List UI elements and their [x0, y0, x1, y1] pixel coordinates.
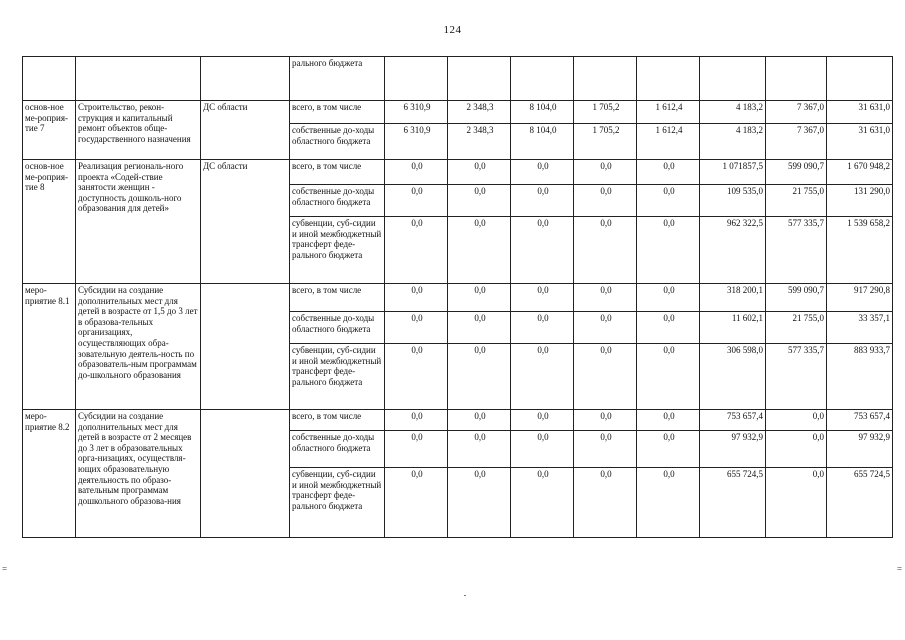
cell-code: меро-приятие 8.2	[23, 410, 76, 538]
cell-value: 1 612,4	[637, 101, 700, 124]
cell-value: 0,0	[637, 284, 700, 312]
cell-value: 0,0	[448, 468, 511, 538]
cell-funding-source: собственные до-ходы областного бюджета	[290, 124, 385, 160]
cell-code	[23, 57, 76, 101]
cell-name	[76, 57, 201, 101]
cell-value: 0,0	[574, 312, 637, 344]
cell-value: 33 357,1	[827, 312, 893, 344]
cell-value: 8 104,0	[511, 124, 574, 160]
cell-value: 0,0	[385, 160, 448, 185]
cell-value: 11 602,1	[700, 312, 766, 344]
cell-executor	[201, 57, 290, 101]
cell-value: 4 183,2	[700, 101, 766, 124]
cell-value: 31 631,0	[827, 124, 893, 160]
cell-value: 97 932,9	[827, 431, 893, 468]
cell-value: 21 755,0	[766, 312, 827, 344]
scan-edge-mark-left: =	[2, 564, 8, 574]
cell-value: 0,0	[511, 312, 574, 344]
page-number: 124	[443, 24, 462, 36]
cell-value: 0,0	[511, 410, 574, 431]
cell-value: 0,0	[385, 217, 448, 284]
cell-value: 306 598,0	[700, 344, 766, 410]
cell-funding-source: собственные до-ходы областного бюджета	[290, 431, 385, 468]
table-row	[23, 410, 893, 431]
cell-value: 0,0	[574, 217, 637, 284]
cell-value: 599 090,7	[766, 284, 827, 312]
cell-funding-source: собственные до-ходы областного бюджета	[290, 185, 385, 217]
cell-funding-source: рального бюджета	[290, 57, 385, 101]
cell-value: 655 724,5	[700, 468, 766, 538]
table-row	[23, 284, 893, 312]
cell-value: 0,0	[511, 468, 574, 538]
cell-value	[385, 57, 448, 101]
cell-value: 0,0	[511, 284, 574, 312]
cell-value: 0,0	[448, 284, 511, 312]
cell-value: 1 670 948,2	[827, 160, 893, 185]
cell-code: основ-ное ме-роприя-тие 7	[23, 101, 76, 160]
cell-value: 0,0	[385, 410, 448, 431]
cell-value	[700, 57, 766, 101]
cell-value: 0,0	[448, 431, 511, 468]
cell-value: 7 367,0	[766, 101, 827, 124]
cell-code: основ-ное ме-роприя-тие 8	[23, 160, 76, 284]
cell-funding-source: собственные до-ходы областного бюджета	[290, 312, 385, 344]
cell-executor	[201, 284, 290, 410]
cell-code: меро-приятие 8.1	[23, 284, 76, 410]
cell-value: 0,0	[448, 160, 511, 185]
cell-value: 8 104,0	[511, 101, 574, 124]
cell-value: 962 322,5	[700, 217, 766, 284]
cell-value	[827, 57, 893, 101]
cell-value: 577 335,7	[766, 217, 827, 284]
cell-value: 0,0	[448, 312, 511, 344]
cell-value: 0,0	[511, 217, 574, 284]
cell-value	[511, 57, 574, 101]
cell-value: 0,0	[385, 344, 448, 410]
cell-value: 0,0	[637, 410, 700, 431]
cell-value: 2 348,3	[448, 124, 511, 160]
cell-value: 0,0	[766, 410, 827, 431]
cell-value: 1 705,2	[574, 101, 637, 124]
cell-value: 0,0	[574, 284, 637, 312]
cell-funding-source: всего, в том числе	[290, 101, 385, 124]
budget-table	[22, 56, 893, 538]
cell-funding-source: всего, в том числе	[290, 410, 385, 431]
cell-name: Субсидии на создание дополнительных мест для детей в возрасте от 1,5 до 3 лет в образова-тельных организациях, осуществляющих обра-зовательную деятель-ность по образователь-ным программам до-школьного образования	[76, 284, 201, 410]
cell-value: 2 348,3	[448, 101, 511, 124]
cell-value: 0,0	[385, 185, 448, 217]
table-row	[23, 101, 893, 124]
cell-funding-source: всего, в том числе	[290, 160, 385, 185]
cell-value: 0,0	[385, 468, 448, 538]
cell-value: 6 310,9	[385, 124, 448, 160]
cell-value: 131 290,0	[827, 185, 893, 217]
cell-value: 917 290,8	[827, 284, 893, 312]
cell-name: Строительство, рекон-струкция и капитальный ремонт объектов обще-государственного назначения	[76, 101, 201, 160]
cell-value: 0,0	[448, 217, 511, 284]
cell-value: 0,0	[574, 468, 637, 538]
cell-value	[637, 57, 700, 101]
cell-value: 0,0	[511, 160, 574, 185]
cell-value: 6 310,9	[385, 101, 448, 124]
cell-executor: ДС области	[201, 101, 290, 160]
table-row-continuation	[23, 57, 893, 101]
cell-value: 0,0	[448, 410, 511, 431]
cell-funding-source: субвенции, суб-сидии и иной межбюджетный трансферт феде-рального бюджета	[290, 344, 385, 410]
cell-executor: ДС области	[201, 160, 290, 284]
cell-value: 0,0	[574, 344, 637, 410]
cell-value: 1 705,2	[574, 124, 637, 160]
cell-value: 1 612,4	[637, 124, 700, 160]
cell-executor	[201, 410, 290, 538]
cell-value: 109 535,0	[700, 185, 766, 217]
cell-value: 0,0	[448, 344, 511, 410]
cell-value: 0,0	[766, 431, 827, 468]
cell-value: 0,0	[637, 217, 700, 284]
cell-value: 97 932,9	[700, 431, 766, 468]
cell-value: 0,0	[385, 431, 448, 468]
cell-value: 0,0	[385, 284, 448, 312]
cell-value: 31 631,0	[827, 101, 893, 124]
cell-value: 1 539 658,2	[827, 217, 893, 284]
cell-value: 0,0	[574, 431, 637, 468]
cell-funding-source: субвенции, суб-сидии и иной межбюджетный трансферт феде-рального бюджета	[290, 468, 385, 538]
cell-value: 0,0	[637, 312, 700, 344]
table-row	[23, 160, 893, 185]
cell-value: 0,0	[574, 410, 637, 431]
cell-value: 0,0	[766, 468, 827, 538]
cell-value: 883 933,7	[827, 344, 893, 410]
cell-value: 21 755,0	[766, 185, 827, 217]
cell-value: 0,0	[637, 431, 700, 468]
cell-value: 1 071857,5	[700, 160, 766, 185]
cell-value: 753 657,4	[700, 410, 766, 431]
cell-value: 0,0	[574, 185, 637, 217]
cell-value: 0,0	[511, 344, 574, 410]
cell-value: 0,0	[511, 431, 574, 468]
scan-dot-mark	[464, 595, 466, 596]
cell-value: 655 724,5	[827, 468, 893, 538]
cell-value: 0,0	[637, 185, 700, 217]
cell-value: 7 367,0	[766, 124, 827, 160]
cell-value: 318 200,1	[700, 284, 766, 312]
cell-name: Субсидии на создание дополнительных мест для детей в возрасте от 2 месяцев до 3 лет в образовательных орга-низациях, осуществля-ющих образовательную деятельность по образо-вательным программам дошкольного образова-ния	[76, 410, 201, 538]
cell-value: 599 090,7	[766, 160, 827, 185]
cell-value: 0,0	[511, 185, 574, 217]
cell-value: 577 335,7	[766, 344, 827, 410]
cell-value: 0,0	[637, 468, 700, 538]
cell-funding-source: субвенции, суб-сидии и иной межбюджетный трансферт феде-рального бюджета	[290, 217, 385, 284]
cell-value: 753 657,4	[827, 410, 893, 431]
cell-value: 0,0	[574, 160, 637, 185]
cell-value	[766, 57, 827, 101]
cell-name: Реализация региональ-ного проекта «Содей-ствие занятости женщин - доступность дошколь-ного образования для детей»	[76, 160, 201, 284]
cell-value: 0,0	[385, 312, 448, 344]
cell-value	[574, 57, 637, 101]
cell-value: 0,0	[448, 185, 511, 217]
cell-value	[448, 57, 511, 101]
cell-funding-source: всего, в том числе	[290, 284, 385, 312]
cell-value: 4 183,2	[700, 124, 766, 160]
cell-value: 0,0	[637, 344, 700, 410]
cell-value: 0,0	[637, 160, 700, 185]
scan-edge-mark-right: =	[897, 564, 903, 574]
